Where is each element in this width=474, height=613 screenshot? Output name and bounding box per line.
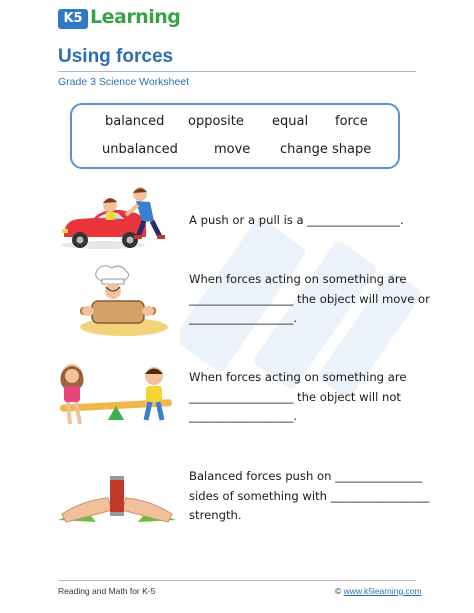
- word-bank-item: unbalanced: [102, 142, 178, 157]
- hands-squeezing-can-image: [56, 470, 178, 526]
- chef-rolling-dough-image: [62, 265, 180, 341]
- footer-copyright: [335, 586, 422, 596]
- footer-website-link[interactable]: www.k5learning.com: [343, 586, 422, 596]
- question-1: [189, 211, 404, 231]
- question-line: A push or a pull is a ________________.: [189, 213, 404, 227]
- question-4: [189, 467, 429, 526]
- footer-divider: [58, 580, 416, 581]
- word-bank-item: move: [214, 142, 251, 157]
- question-line: Balanced forces push on _______________: [189, 469, 423, 483]
- logo-k5-badge: K5: [58, 9, 88, 29]
- question-line: __________________.: [189, 409, 298, 423]
- word-bank-item: equal: [272, 114, 309, 129]
- worksheet-subtitle: Grade 3 Science Worksheet: [58, 76, 190, 88]
- logo-wordmark: Learning: [90, 6, 181, 28]
- copyright-symbol: ©: [335, 586, 342, 596]
- question-line: sides of something with _________________: [189, 488, 430, 503]
- question-line: __________________.: [189, 311, 298, 325]
- question-3: [189, 368, 406, 427]
- question-line: strength.: [189, 508, 242, 522]
- word-bank-item: opposite: [188, 114, 244, 129]
- k5-learning-logo: [58, 6, 181, 32]
- question-line: __________________ the object will not: [189, 389, 401, 404]
- question-line: __________________ the object will move or: [189, 291, 430, 306]
- question-2: [189, 270, 430, 329]
- question-line: When forces acting on something are: [189, 272, 407, 286]
- word-bank-box: [70, 103, 400, 169]
- word-bank-item: force: [335, 114, 368, 129]
- children-pushing-car-image: [58, 185, 180, 255]
- word-bank-item: balanced: [105, 114, 165, 129]
- word-bank-item: change shape: [280, 142, 372, 157]
- question-line: When forces acting on something are: [189, 370, 407, 384]
- title-divider: [58, 71, 416, 72]
- children-on-seesaw-image: [52, 362, 177, 436]
- footer-tagline: Reading and Math for K-5: [58, 586, 156, 596]
- worksheet-title: Using forces: [58, 46, 174, 67]
